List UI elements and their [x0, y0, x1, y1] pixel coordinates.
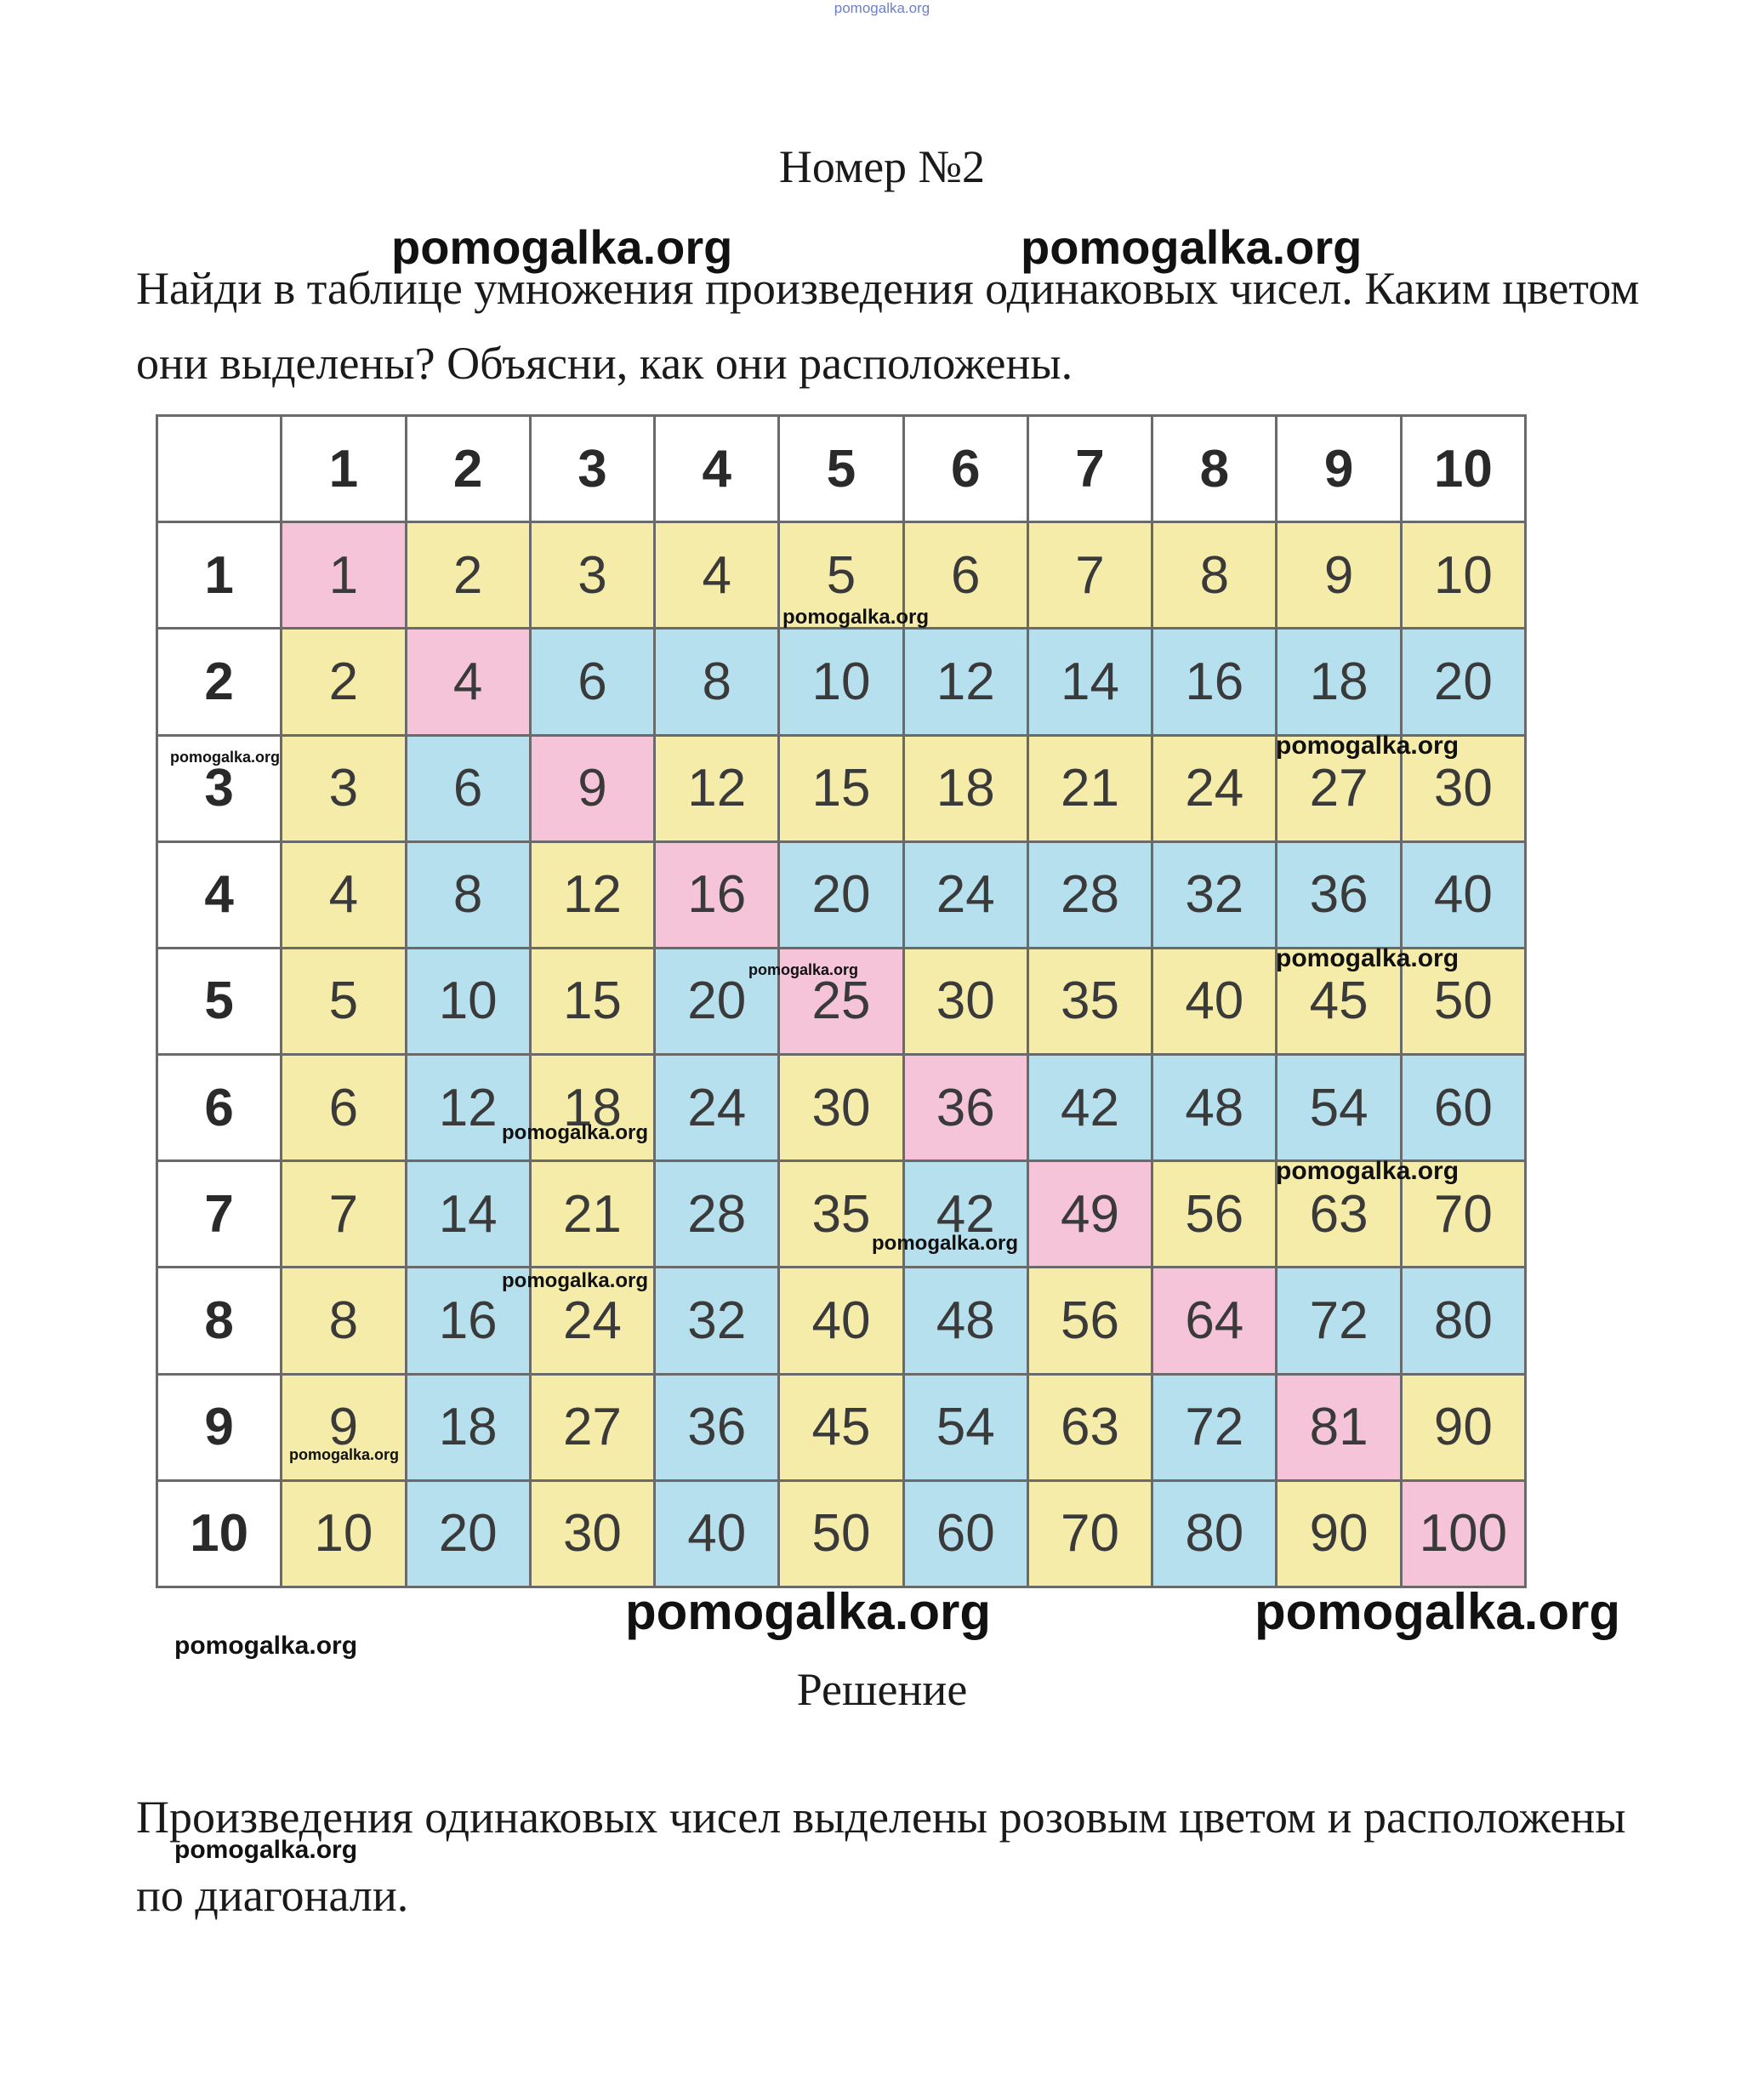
table-cell: 30 [1403, 737, 1524, 840]
table-cell: 48 [1153, 1056, 1275, 1159]
task-text: Найди в таблице умножения произведения одинаковых чисел. Каким цветом они выделены? Объясни, как они расположены. [136, 263, 1640, 389]
table-cell: 24 [905, 843, 1027, 947]
watermark-text: pomogalka.org [1276, 1157, 1460, 1185]
table-cell: 35 [780, 1162, 902, 1266]
watermark-text: pomogalka.org [782, 606, 930, 629]
table-cell: 15 [532, 949, 653, 1053]
column-header: 1 [282, 417, 404, 521]
table-cell: 8 [282, 1268, 404, 1372]
table-cell: 12 [532, 843, 653, 947]
row-header: 4 [158, 843, 280, 947]
column-header: 3 [532, 417, 653, 521]
table-cell: 48 [905, 1268, 1027, 1372]
column-header: 10 [1403, 417, 1524, 521]
watermark-text: pomogalka.org [625, 1583, 992, 1640]
table-cell: 14 [1029, 630, 1151, 733]
table-corner [158, 417, 280, 521]
table-cell: 16 [1153, 630, 1275, 733]
watermark-text: pomogalka.org [502, 1121, 649, 1144]
answer-text: Произведения одинаковых чисел выделены розовым цветом и расположены по диагонали. [136, 1792, 1626, 1921]
table-cell: 3 [282, 737, 404, 840]
table-cell: 20 [407, 1482, 529, 1586]
table-cell: 63 [1029, 1376, 1151, 1479]
watermark-text: pomogalka.org [1276, 944, 1460, 972]
table-cell: 21 [1029, 737, 1151, 840]
table-cell: 36 [656, 1376, 777, 1479]
table-cell: 27 [532, 1376, 653, 1479]
table-cell: 49 [1029, 1162, 1151, 1266]
table-cell: 28 [656, 1162, 777, 1266]
table-cell: 20 [1403, 630, 1524, 733]
table-cell: 40 [1403, 843, 1524, 947]
table-cell: 2 [282, 630, 404, 733]
table-cell: 40 [1153, 949, 1275, 1053]
table-cell: 40 [656, 1482, 777, 1586]
table-cell: 6 [282, 1056, 404, 1159]
row-header: 6 [158, 1056, 280, 1159]
table-cell: 6 [407, 737, 529, 840]
table-cell: 10 [282, 1482, 404, 1586]
table-cell: 3 [532, 523, 653, 627]
watermark-text: pomogalka.org [502, 1269, 649, 1292]
table-cell: 50 [780, 1482, 902, 1586]
table-cell: 50 [1403, 949, 1524, 1053]
table-cell: 80 [1153, 1482, 1275, 1586]
table-cell: 16 [656, 843, 777, 947]
row-header: 3 [158, 737, 280, 840]
row-header: 7 [158, 1162, 280, 1266]
table-cell: 32 [1153, 843, 1275, 947]
table-cell: 10 [1403, 523, 1524, 627]
row-header: 2 [158, 630, 280, 733]
table-cell: 70 [1403, 1162, 1524, 1266]
watermark-text: pomogalka.org [1021, 220, 1363, 274]
table-cell: 21 [532, 1162, 653, 1266]
table-cell: 90 [1403, 1376, 1524, 1479]
table-cell: 6 [532, 630, 653, 733]
table-cell: 24 [532, 1268, 653, 1372]
table-cell: 18 [532, 1056, 653, 1159]
table-cell: 18 [905, 737, 1027, 840]
table-cell: 10 [407, 949, 529, 1053]
row-header: 1 [158, 523, 280, 627]
table-cell: 60 [1403, 1056, 1524, 1159]
table-cell: 2 [407, 523, 529, 627]
table-cell: 56 [1153, 1162, 1275, 1266]
watermark-text: pomogalka.org [174, 1836, 358, 1864]
table-cell: 45 [1277, 949, 1399, 1053]
table-cell: 30 [905, 949, 1027, 1053]
top-watermark: pomogalka.org [834, 0, 930, 16]
watermark-text: pomogalka.org [1276, 732, 1460, 760]
table-cell: 36 [1277, 843, 1399, 947]
watermark-text: pomogalka.org [391, 220, 733, 274]
column-header: 9 [1277, 417, 1399, 521]
table-cell: 63 [1277, 1162, 1399, 1266]
table-cell: 81 [1277, 1376, 1399, 1479]
column-header: 7 [1029, 417, 1151, 521]
table-cell: 12 [407, 1056, 529, 1159]
table-cell: 42 [905, 1162, 1027, 1266]
table-cell: 90 [1277, 1482, 1399, 1586]
watermark-text: pomogalka.org [1255, 1583, 1621, 1640]
watermark-text: pomogalka.org [289, 1446, 400, 1463]
table-cell: 5 [282, 949, 404, 1053]
column-header: 4 [656, 417, 777, 521]
table-cell: 24 [1153, 737, 1275, 840]
table-cell: 25 [780, 949, 902, 1053]
table-cell: 14 [407, 1162, 529, 1266]
table-cell: 18 [1277, 630, 1399, 733]
multiplication-table [156, 414, 1527, 1588]
table-cell: 60 [905, 1482, 1027, 1586]
table-cell: 4 [407, 630, 529, 733]
table-cell: 7 [1029, 523, 1151, 627]
table-cell: 15 [780, 737, 902, 840]
table-cell: 36 [905, 1056, 1027, 1159]
table-cell: 24 [656, 1056, 777, 1159]
table-cell: 6 [905, 523, 1027, 627]
page-title: Номер №2 [778, 141, 986, 192]
row-header: 8 [158, 1268, 280, 1372]
row-header: 10 [158, 1482, 280, 1586]
table-cell: 8 [407, 843, 529, 947]
table-cell: 42 [1029, 1056, 1151, 1159]
table-cell: 8 [1153, 523, 1275, 627]
table-cell: 7 [282, 1162, 404, 1266]
table-cell: 80 [1403, 1268, 1524, 1372]
table-cell: 20 [656, 949, 777, 1053]
table-cell: 4 [656, 523, 777, 627]
table-cell: 72 [1153, 1376, 1275, 1479]
table-cell: 16 [407, 1268, 529, 1372]
watermark-text: pomogalka.org [748, 961, 859, 978]
table-cell: 18 [407, 1376, 529, 1479]
column-header: 8 [1153, 417, 1275, 521]
table-cell: 10 [780, 630, 902, 733]
table-cell: 20 [780, 843, 902, 947]
table-cell: 70 [1029, 1482, 1151, 1586]
table-cell: 12 [656, 737, 777, 840]
watermark-text: pomogalka.org [170, 749, 281, 766]
watermark-text: pomogalka.org [174, 1632, 358, 1660]
table-cell: 4 [282, 843, 404, 947]
column-header: 5 [780, 417, 902, 521]
table-cell: 9 [1277, 523, 1399, 627]
table-cell: 27 [1277, 737, 1399, 840]
table-cell: 45 [780, 1376, 902, 1479]
table-cell: 64 [1153, 1268, 1275, 1372]
table-cell: 30 [532, 1482, 653, 1586]
table-cell: 35 [1029, 949, 1151, 1053]
table-cell: 72 [1277, 1268, 1399, 1372]
table-cell: 54 [1277, 1056, 1399, 1159]
watermark-text: pomogalka.org [872, 1232, 1019, 1255]
table-cell: 54 [905, 1376, 1027, 1479]
table-cell: 56 [1029, 1268, 1151, 1372]
table-cell: 9 [282, 1376, 404, 1479]
row-header: 5 [158, 949, 280, 1053]
table-cell: 1 [282, 523, 404, 627]
table-cell: 40 [780, 1268, 902, 1372]
row-header: 9 [158, 1376, 280, 1479]
table-cell: 100 [1403, 1482, 1524, 1586]
solution-heading: Решение [796, 1664, 968, 1715]
table-cell: 8 [656, 630, 777, 733]
table-cell: 32 [656, 1268, 777, 1372]
table-cell: 30 [780, 1056, 902, 1159]
table-cell: 5 [780, 523, 902, 627]
column-header: 2 [407, 417, 529, 521]
column-header: 6 [905, 417, 1027, 521]
table-cell: 9 [532, 737, 653, 840]
table-cell: 28 [1029, 843, 1151, 947]
table-cell: 12 [905, 630, 1027, 733]
